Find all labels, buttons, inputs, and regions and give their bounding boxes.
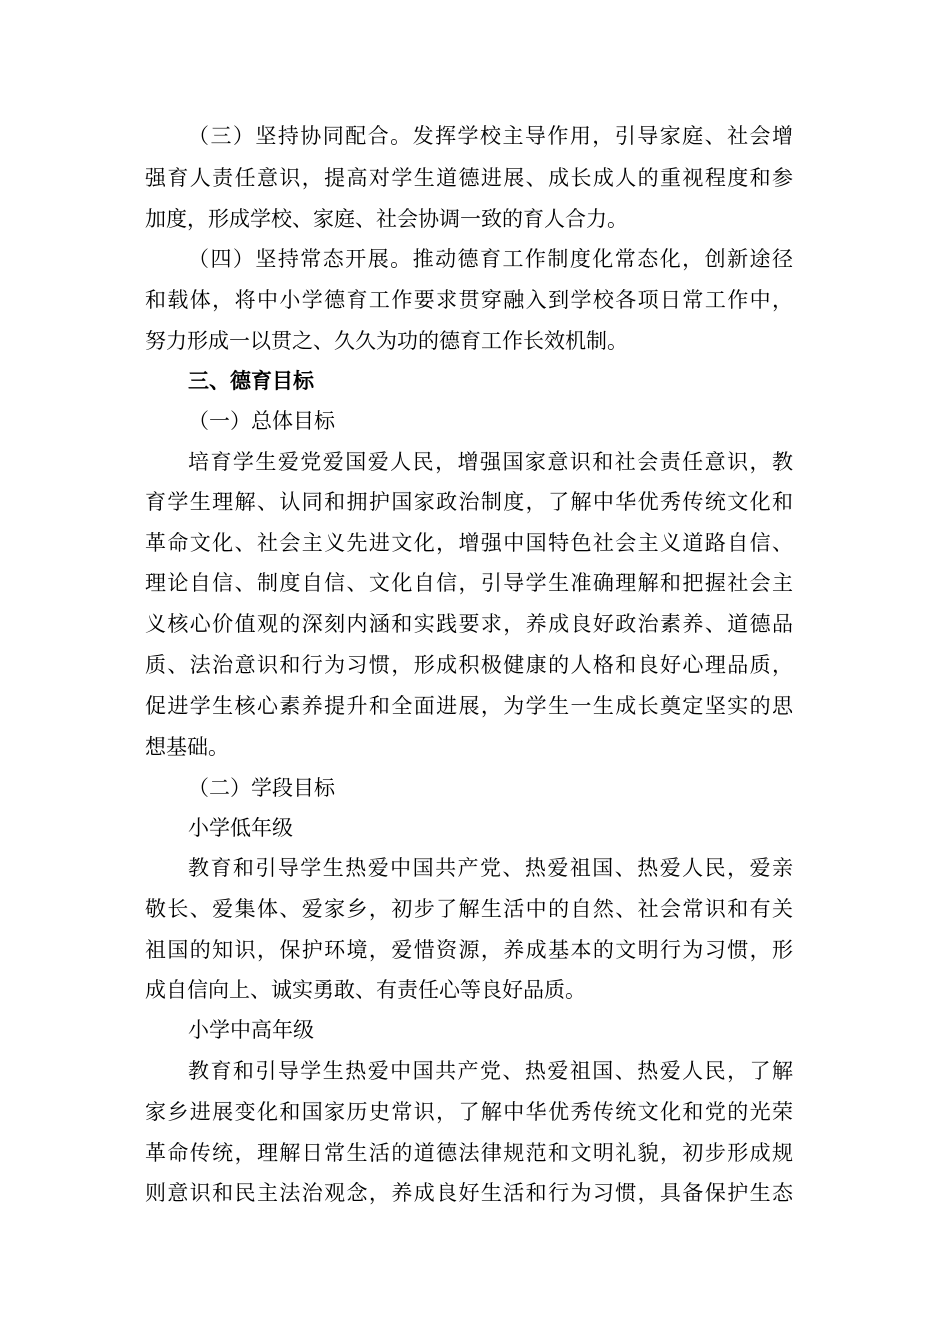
- paragraph-line: 成自信向上、诚实勇敢、有责任心等良好品质。: [145, 978, 586, 1002]
- paragraph-line: 和载体，将中小学德育工作要求贯穿融入到学校各项日常工作中，: [145, 288, 793, 312]
- subsection-heading: （一）总体目标: [188, 409, 335, 433]
- paragraph-line: 家乡进展变化和国家历史常识，了解中华优秀传统文化和党的光荣: [145, 1100, 793, 1124]
- paragraph-line: 理论自信、制度自信、文化自信，引导学生准确理解和把握社会主: [145, 571, 793, 595]
- paragraph-line: 革命传统，理解日常生活的道德法律规范和文明礼貌，初步形成规: [145, 1141, 793, 1165]
- paragraph-line: 加度，形成学校、家庭、社会协调一致的育人合力。: [145, 207, 628, 231]
- paragraph-line: 祖国的知识，保护环境，爱惜资源，养成基本的文明行为习惯，形: [145, 938, 793, 962]
- paragraph-line: 教育和引导学生热爱中国共产党、热爱祖国、热爱人民，爱亲: [188, 856, 793, 880]
- paragraph-line: 培育学生爱党爱国爱人民，增强国家意识和社会责任意识，教: [188, 450, 793, 474]
- paragraph-line: 努力形成一以贯之、久久为功的德育工作长效机制。: [145, 329, 628, 353]
- paragraph-line: 质、法治意识和行为习惯，形成积极健康的人格和良好心理品质，: [145, 653, 793, 677]
- subsection-heading: （二）学段目标: [188, 776, 335, 800]
- stage-heading: 小学低年级: [188, 816, 293, 840]
- paragraph-line: 义核心价值观的深刻内涵和实践要求，养成良好政治素养、道德品: [145, 612, 793, 636]
- paragraph-line: 教育和引导学生热爱中国共产党、热爱祖国、热爱人民，了解: [188, 1059, 793, 1083]
- section-heading: 三、德育目标: [188, 369, 314, 393]
- stage-heading: 小学中高年级: [188, 1018, 314, 1042]
- paragraph-line: 强育人责任意识，提高对学生道德进展、成长成人的重视程度和参: [145, 166, 793, 190]
- paragraph-line: 则意识和民主法治观念，养成良好生活和行为习惯，具备保护生态: [145, 1181, 793, 1205]
- paragraph-line: （四）坚持常态开展。推动德育工作制度化常态化，创新途径: [188, 247, 793, 271]
- paragraph-line: 想基础。: [145, 735, 229, 759]
- paragraph-line: 育学生理解、认同和拥护国家政治制度，了解中华优秀传统文化和: [145, 490, 793, 514]
- paragraph-line: （三）坚持协同配合。发挥学校主导作用，引导家庭、社会增: [188, 124, 793, 148]
- paragraph-line: 敬长、爱集体、爱家乡，初步了解生活中的自然、社会常识和有关: [145, 897, 793, 921]
- paragraph-line: 革命文化、社会主义先进文化，增强中国特色社会主义道路自信、: [145, 531, 793, 555]
- paragraph-line: 促进学生核心素养提升和全面进展，为学生一生成长奠定坚实的思: [145, 694, 793, 718]
